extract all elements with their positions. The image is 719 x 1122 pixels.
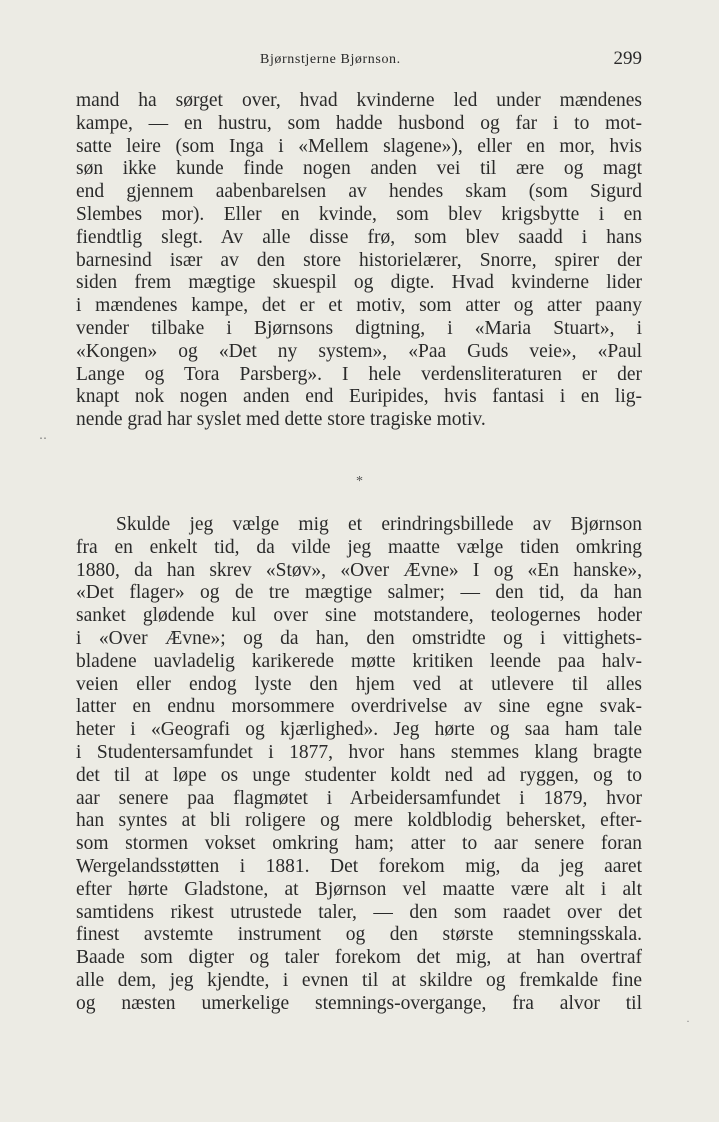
paragraph-2 — [76, 514, 642, 1016]
text-line: 1880, da han skrev «Støv», «Over Ævne» I og «En hanske», — [76, 559, 642, 581]
section-separator: * — [356, 474, 363, 489]
text-line: Lange og Tora Parsberg». I hele verdensliteraturen er der — [76, 363, 642, 385]
text-line: i Studentersamfundet i 1877, hvor hans stemmes klang bragte — [76, 741, 642, 763]
text-line: latter en endnu morsommere overdrivelse av sine egne svak- — [76, 696, 642, 718]
text-line: i «Over Ævne»; og da han, den omstridte og i vittighets- — [76, 627, 642, 649]
page-header — [76, 48, 642, 74]
text-line: satte leire (som Inga i «Mellem slagene»), eller en mor, hvis — [76, 135, 642, 157]
margin-mark: ‥ — [39, 428, 48, 442]
text-line: barnesind især av den store historielærer, Snorre, spirer der — [76, 249, 642, 271]
text-line: det til at løpe os unge studenter koldt ned ad ryggen, og to — [76, 764, 642, 786]
text-line: søn ikke kunde finde nogen anden vei til ære og magt — [76, 158, 642, 180]
text-line: han syntes at bli roligere og mere koldblodig behersket, efter- — [76, 810, 642, 832]
text-line: kampe, — en hustru, som hadde husbond og far i to mot- — [76, 112, 642, 134]
text-line: Slembes mor). Eller en kvinde, som blev krigsbytte i en — [76, 203, 642, 225]
text-line: fiendtlig slegt. Av alle disse frø, som blev saadd i hans — [76, 226, 642, 248]
text-line: aar senere paa flagmøtet i Arbeidersamfundet i 1879, hvor — [76, 787, 642, 809]
text-line: og næsten umerkelige stemnings-overgange, fra alvor til — [76, 992, 642, 1014]
text-line: i mændenes kampe, det er et motiv, som atter og atter paany — [76, 295, 642, 317]
text-line: alle dem, jeg kjendte, i evnen til at skildre og fremkalde fine — [76, 969, 642, 991]
paragraph-1 — [76, 90, 642, 432]
text-line: end gjennem aabenbarelsen av hendes skam (som Sigurd — [76, 181, 642, 203]
text-line: «Kongen» og «Det ny system», «Paa Guds veie», «Paul — [76, 340, 642, 362]
margin-dot: · — [686, 1014, 690, 1028]
text-line: samtidens rikest utrustede taler, — den som raadet over det — [76, 901, 642, 923]
text-line: veien eller endog lyste den hjem ved at utlevere til alles — [76, 673, 642, 695]
text-line: heter i «Geografi og kjærlighed». Jeg hørte og saa ham tale — [76, 719, 642, 741]
text-line: som stormen vokset omkring ham; atter to aar senere foran — [76, 833, 642, 855]
page-number: 299 — [613, 48, 642, 69]
text-line: Skulde jeg vælge mig et erindringsbillede av Bjørnson — [116, 514, 642, 535]
text-line: finest avstemte instrument og den største stemningsskala. — [76, 924, 642, 946]
text-line: «Det flager» og de tre mægtige salmer; — den tid, da han — [76, 582, 642, 604]
text-line: Wergelandsstøtten i 1881. Det forekom mig, da jeg aaret — [76, 855, 642, 877]
text-line: knapt nok nogen anden end Euripides, hvis fantasi i en lig- — [76, 386, 642, 408]
text-line: vender tilbake i Bjørnsons digtning, i «Maria Stuart», i — [76, 317, 642, 339]
text-line: Baade som digter og taler forekom det mig, at han overtraf — [76, 947, 642, 969]
text-line: siden frem mægtige skuespil og digte. Hvad kvinderne lider — [76, 272, 642, 294]
text-line: mand ha sørget over, hvad kvinderne led under mændenes — [76, 90, 642, 111]
running-title: Bjørnstjerne Bjørnson. — [260, 52, 401, 67]
text-line: nende grad har syslet med dette store tragiske motiv. — [76, 409, 486, 431]
text-line: bladene uavladelig karikerede møtte kritiken leende paa halv- — [76, 650, 642, 672]
text-line: sanket glødende kul over sine motstandere, teologernes hoder — [76, 605, 642, 627]
text-line: fra en enkelt tid, da vilde jeg maatte vælge tiden omkring — [76, 536, 642, 558]
text-line: efter hørte Gladstone, at Bjørnson vel maatte være alt i alt — [76, 878, 642, 900]
